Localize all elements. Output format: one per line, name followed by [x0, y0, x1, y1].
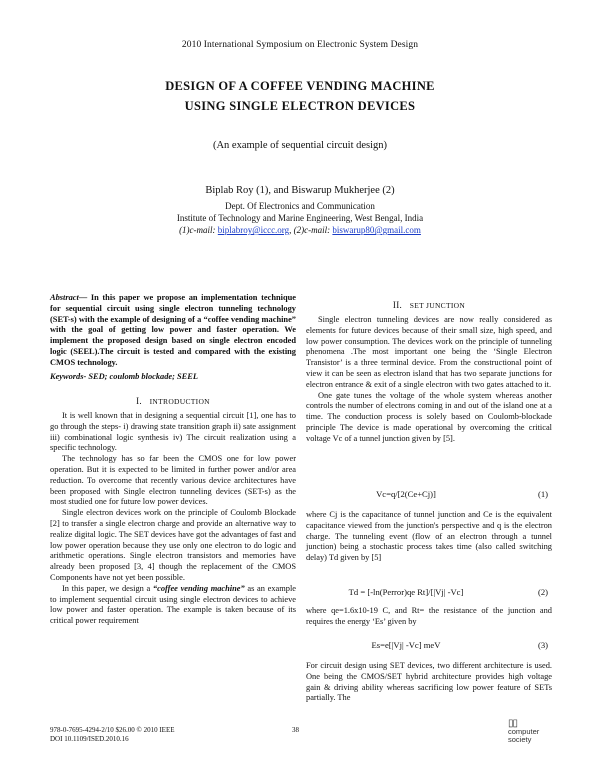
- abstract: [50, 293, 296, 369]
- junction-body-4: [306, 661, 552, 704]
- intro-paragraph-1: It is well known that in designing a sequential circuit [1], one has to go through the steps- i) drawing state transition graph ii) sate assignment iii) combinational logic synthesis iv) The circuit realization using a specific technology.: [50, 411, 296, 453]
- introduction-body: [50, 411, 296, 627]
- section-heading-set-junction: [306, 300, 552, 310]
- email-prefix-2: , (2)c-mail:: [289, 225, 333, 235]
- equation-3: [306, 640, 552, 652]
- affiliation-emails: [0, 224, 600, 236]
- section-title: SET JUNCTION: [409, 301, 466, 310]
- equation-2-body: Td = [-ln(Perror)qe Rt]/[|Vj| -Vc]: [348, 587, 464, 597]
- junction-paragraph-4: where qe=1.6x10-19 C, and Rt= the resistance of the junction and requires the energy ‘Es’ given by: [306, 606, 552, 626]
- equation-2: [306, 587, 552, 599]
- logo-line-2: society: [508, 735, 532, 744]
- author-affiliation: [0, 200, 600, 236]
- junction-paragraph-2: One gate tunes the voltage of the whole system whereas another controls the number of electrons coming in and out of the island one at a time. The conduction process is solely based on Coulomb-blockade principle The device is made operational by overcoming the critical voltage Vc of a tunnel junction given by [5].: [306, 390, 552, 443]
- junction-body-1: [306, 315, 552, 445]
- footer-doi: DOI 10.1109/ISED.2010.16: [50, 735, 129, 743]
- email-link-2[interactable]: biswarup80@gmail.com: [332, 225, 421, 235]
- author-names: Biplab Roy (1), and Biswarup Mukherjee (2): [205, 185, 395, 196]
- junction-body-2: [306, 510, 552, 564]
- paper-title: [0, 76, 600, 116]
- paper-subtitle: (An example of sequential circuit design): [212, 140, 388, 151]
- email-link-1[interactable]: biplabroy@iccc.org: [217, 225, 290, 235]
- affiliation-institute: Institute of Technology and Marine Engineering, West Bengal, India: [176, 213, 424, 223]
- section-title: INTRODUCTION: [149, 397, 210, 406]
- page-number: 38: [292, 726, 299, 734]
- intro-p4-pre: In this paper, we design a: [62, 583, 153, 593]
- equation-1-body: Vc=q/[2(Ce+Cj)]: [376, 489, 436, 499]
- email-prefix-1: (1)c-mail:: [179, 225, 218, 235]
- equation-2-number: (2): [537, 587, 548, 597]
- junction-paragraph-1: Single electron tunneling devices are now really considered as elements for future devices because of their small size, high speed, and low power consumption. The devices work on the principle of tunneling phenomena .The most important one being the ‘Single Electron Transistor’ is a three terminal device. From the constructional point of view it can be seen as electron island that has two separate junctions for electron entrance & exit of a single electron with two gates attached to it.: [306, 315, 552, 389]
- footer-isbn: 978-0-7695-4294-2/10 $26.00 © 2010 IEEE: [50, 726, 175, 734]
- section-number: II.: [392, 300, 403, 310]
- title-line-2: USING SINGLE ELECTRON DEVICES: [184, 99, 416, 113]
- computer-society-logo: [508, 720, 539, 744]
- abstract-text: In this paper we propose an implementation technique for sequential circuit using single electron tunneling technology (SET-s) with the example of designing of a “coffee vending machine” with the goal of getting low power and faster operation. We implement the proposed design based on single electron encoded logic (SEEL).The circuit is tested and compared with the existing CMOS technology.: [50, 293, 296, 367]
- abstract-label: Abstract—: [50, 293, 88, 302]
- logo-mark-icon: ▯▯: [508, 718, 518, 729]
- section-heading-introduction: [50, 396, 296, 406]
- equation-1-number: (1): [537, 489, 548, 499]
- equation-3-number: (3): [537, 640, 548, 650]
- section-number: I.: [136, 396, 142, 406]
- junction-body-3: [306, 606, 552, 628]
- keywords: Keywords- SED; coulomb blockade; SEEL: [50, 372, 198, 381]
- intro-paragraph-3: Single electron devices work on the principle of Coulomb Blockade [2] to transfer a single electron charge and provide an alternative way to realize digital logic. The SET devices have got the advantages of fast and low power operation because they use only one electron to do logic and arithmetic operations. Single electron transistors and memories have already been proposed [3, 4] though the replacement of the CMOS Components have not yet been possible.: [50, 508, 296, 582]
- equation-3-body: Es=e[|Vj| -Vc] meV: [371, 640, 441, 650]
- title-line-1: DESIGN OF A COFFEE VENDING MACHINE: [165, 79, 435, 93]
- junction-paragraph-5: For circuit design using SET devices, two different architecture is used. One being the CMOS/SET hybrid architecture provides high voltage gain & driving ability whereas sacrificing low power feature of SETs partially. The: [306, 661, 552, 703]
- intro-p4-post: as an example to implement sequential circuit using single electron devices to achieve low power and faster operation. The example is taken because of its critical power requirement: [50, 583, 296, 626]
- logo-line-1: computer: [508, 727, 540, 736]
- intro-paragraph-2: The technology has so far been the CMOS one for low power operation. But it is expected to be limited in further power and/or area reduction. To overcome that recently various device architectures have been proposed with Single electron tunneling devices (SET-s) as the most studied one for future low power devices.: [50, 454, 296, 507]
- affiliation-dept: Dept. Of Electronics and Communication: [225, 201, 375, 211]
- equation-1: [306, 489, 552, 501]
- conference-header: 2010 International Symposium on Electronic System Design: [181, 40, 419, 50]
- junction-paragraph-3: where Cj is the capacitance of tunnel junction and Ce is the equivalent capacitance viewed from the junction's perspective and q is the electron charge. The tunneling event (flow of an electron through a tunnel junction) being a stochastic process takes time (also called switching delay) Td given by [5]: [306, 510, 552, 563]
- intro-p4-emphasis: “coffee vending machine”: [152, 583, 245, 593]
- intro-paragraph-4: [50, 584, 296, 627]
- footer-citation: [50, 726, 175, 744]
